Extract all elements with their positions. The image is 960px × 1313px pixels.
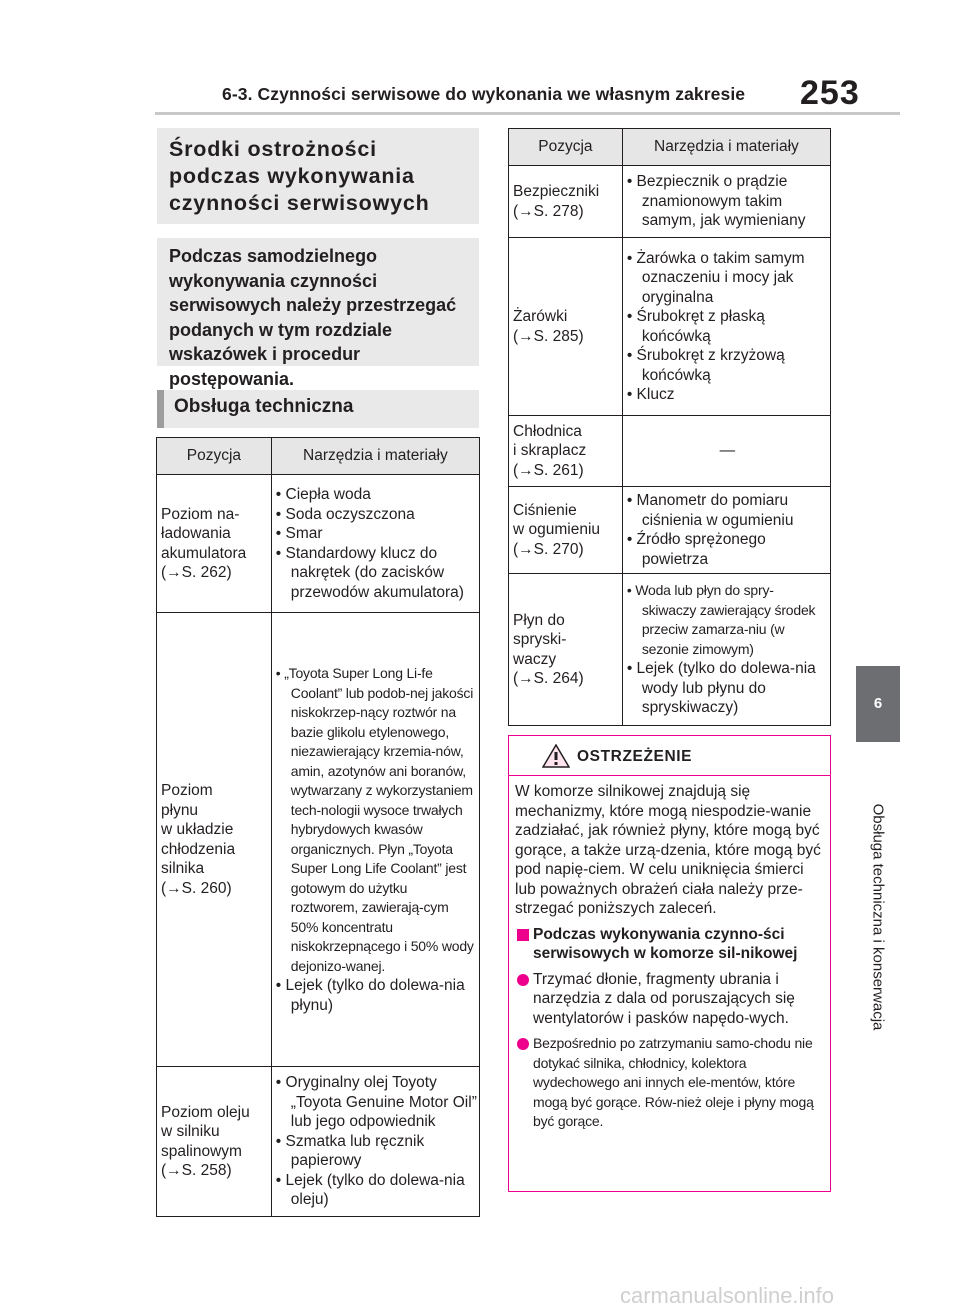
header-rule xyxy=(155,112,900,115)
table-header-row xyxy=(509,129,831,166)
list-item: • Ciepła woda xyxy=(276,485,477,505)
tools-cell xyxy=(622,487,830,574)
tools-cell-empty: — xyxy=(622,416,830,487)
item-cell xyxy=(157,475,272,613)
list-item: • Szmatka lub ręcznik papierowy xyxy=(276,1132,477,1171)
list-item: • Manometr do pomiaru ciśnienia w ogumieniu xyxy=(627,491,828,530)
table-row xyxy=(509,166,831,238)
table-row xyxy=(157,475,480,613)
square-bullet-icon xyxy=(517,929,529,941)
intro-box xyxy=(157,238,479,389)
item-radiator: Chłodnica i skraplacz (→S. 261) xyxy=(513,422,587,479)
chapter-label: Obsługa techniczna i konserwacja xyxy=(869,803,887,1031)
item-battery: Poziom na- ładowania akumulatora (→S. 262) xyxy=(161,505,247,581)
list-item: • Żarówka o takim samym oznaczeniu i mocy jak oryginalna xyxy=(627,249,828,308)
warning-item-text: Bezpośrednio po zatrzymaniu samo-chodu nie dotykać silnika, chłodnicy, kolektora wydechowego ani innych ele-mentów, które mogą być gorące. Rów-nież oleje i płyny mogą być gorące. xyxy=(533,1035,814,1129)
tools-cell xyxy=(622,238,830,416)
column-header-tools: Narzędzia i materiały xyxy=(622,129,830,166)
section-title: Środki ostrożności podczas wykonywania czynności serwisowych xyxy=(169,137,430,215)
column-header-item: Pozycja xyxy=(157,438,272,475)
item-coolant: Poziom płynu w układzie chłodzenia silnika (→S. 260) xyxy=(161,782,236,897)
warning-header xyxy=(509,736,830,776)
list-item: • Lejek (tylko do dolewa-nia oleju) xyxy=(276,1171,477,1210)
watermark: carmanualsonline.info xyxy=(620,1283,835,1308)
table-row xyxy=(157,1067,480,1217)
list-item: • Lejek (tylko do dolewa-nia wody lub płynu do spryskiwaczy) xyxy=(627,659,828,718)
list-item: • Smar xyxy=(276,524,477,544)
page-number: 253 xyxy=(800,74,860,112)
warning-item xyxy=(515,1034,824,1132)
tools-cell xyxy=(271,613,479,1067)
warning-subheading xyxy=(515,925,824,964)
item-engine-oil: Poziom oleju w silniku spalinowym (→S. 258) xyxy=(161,1103,250,1179)
item-fuses: Bezpieczniki (→S. 278) xyxy=(513,183,600,220)
warning-body xyxy=(509,776,830,1132)
item-cell xyxy=(157,613,272,1067)
maintenance-table-left xyxy=(156,437,480,1217)
column-header-tools: Narzędzia i materiały xyxy=(271,438,479,475)
chapter-label-container xyxy=(866,752,890,1082)
header-section-title: 6-3. Czynności serwisowe do wykonania we własnym zakresie xyxy=(222,84,746,104)
warning-box xyxy=(508,735,831,1192)
circle-bullet-icon xyxy=(517,1038,529,1050)
warning-item-text: Trzymać dłonie, fragmenty ubrania i narzędzia z dala od poruszających się wentylatorów i pasków napędo-wych. xyxy=(533,970,795,1027)
tools-cell xyxy=(622,574,830,726)
item-washer-fluid: Płyn do spryski- waczy (→S. 264) xyxy=(513,611,584,687)
item-cell xyxy=(509,238,623,416)
tools-cell xyxy=(622,166,830,238)
list-item: • Woda lub płyn do spry-skiwaczy zawierający środek przeciw zamarza-niu (w sezonie zimowym) xyxy=(627,581,828,659)
maintenance-table-right xyxy=(508,128,831,726)
tools-cell xyxy=(271,1067,479,1217)
warning-subheading-text: Podczas wykonywania czynno-ści serwisowych w komorze sil-nikowej xyxy=(533,925,798,962)
circle-bullet-icon xyxy=(517,974,529,986)
tools-cell xyxy=(271,475,479,613)
item-cell xyxy=(509,574,623,726)
subheading: Obsługa techniczna xyxy=(174,396,354,417)
table-row xyxy=(509,574,831,726)
item-cell xyxy=(509,416,623,487)
column-header-item: Pozycja xyxy=(509,129,623,166)
list-item: • Źródło sprężonego powietrza xyxy=(627,530,828,569)
item-bulbs: Żarówki (→S. 285) xyxy=(513,308,584,345)
table-row xyxy=(509,487,831,574)
list-item: • Oryginalny olej Toyoty „Toyota Genuine Motor Oil” lub jego odpowiednik xyxy=(276,1073,477,1132)
list-item: • Soda oczyszczona xyxy=(276,505,477,525)
list-item: • Klucz xyxy=(627,385,828,405)
warning-title: OSTRZEŻENIE xyxy=(577,748,693,765)
warning-text: W komorze silnikowej znajdują się mechanizmy, które mogą niespodzie-wanie zadziałać, jak również płyny, które mogą być gorące, a także urzą-dzenia, które mogą być pod napię-ciem. W celu uniknięcia śmierci lub poważnych obrażeń ciała należy prze-strzegać poniższych zaleceń. xyxy=(515,783,821,917)
item-cell xyxy=(157,1067,272,1217)
list-item: • Bezpiecznik o prądzie znamionowym takim samym, jak wymieniany xyxy=(627,172,828,231)
list-item: • Śrubokręt z płaską końcówką xyxy=(627,307,828,346)
list-item: • Śrubokręt z krzyżową końcówką xyxy=(627,346,828,385)
warning-item xyxy=(515,970,824,1029)
list-item: • Lejek (tylko do dolewa-nia płynu) xyxy=(276,976,477,1015)
item-tire-pressure: Ciśnienie w ogumieniu (→S. 270) xyxy=(513,501,601,558)
warning-triangle-icon xyxy=(542,744,570,768)
list-item: • „Toyota Super Long Li-fe Coolant” lub podob-nej jakości niskokrzep-nący roztwór na bazie glikolu etylenowego, niezawierający krzemia-nów, amin, azotynów ani boranów, wytwarzany z wykorzystaniem tech-nologii wysoce trwałych hybrydowych kwasów organicznych. Płyn „Toyota Super Long Life Coolant” jest gotowym do użytku roztworem, zawierają-cym 50% koncentratu niskokrzepnącego i 50% wody dejonizo-wanej. xyxy=(276,664,477,976)
section-title-box xyxy=(157,128,479,224)
item-cell xyxy=(509,166,623,238)
intro-text: Podczas samodzielnego wykonywania czynności serwisowych należy przestrzegać podanych w tym rozdziale wskazówek i procedur postępowania. xyxy=(169,246,457,389)
table-row xyxy=(157,613,480,1067)
chapter-tab[interactable]: 6 xyxy=(856,666,900,742)
table-row xyxy=(509,416,831,487)
subheading-box xyxy=(157,390,479,428)
table-header-row xyxy=(157,438,480,475)
table-row xyxy=(509,238,831,416)
list-item: • Standardowy klucz do nakrętek (do zacisków przewodów akumulatora) xyxy=(276,544,477,603)
item-cell xyxy=(509,487,623,574)
